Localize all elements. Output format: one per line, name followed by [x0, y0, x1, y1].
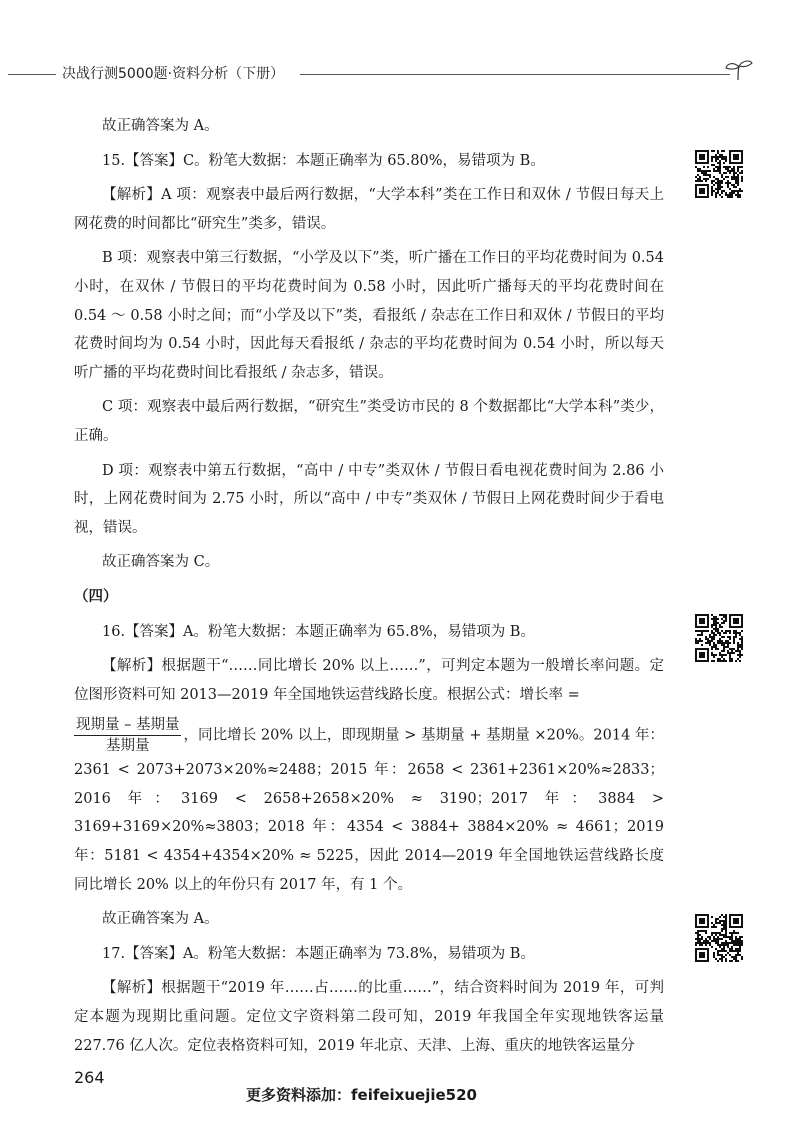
growth-rate-fraction [74, 715, 181, 756]
book-title: 决战行测5000题·资料分析（下册） [62, 66, 285, 82]
header-rule-right [300, 74, 730, 75]
fraction-denominator: 基期量 [105, 738, 150, 755]
sprout-icon [724, 58, 754, 82]
footer-note: 更多资料添加：feifeixuejie520 [246, 1086, 477, 1104]
analysis-paragraph: 【解析】根据题干“2019 年……占……的比重……”，结合资料时间为 2019 年，可判定本题为现期比重问题。定位文字资料第二段可知，2019 年我国全年实现地铁客运量 227.76 亿人次。定位表格资料可知，2019 年北京、天津、上海、重庆的地铁客运量分 [74, 980, 664, 1054]
qr-code-icon[interactable] [693, 912, 745, 964]
answer-line-q16: 16.【答案】A。粉笔大数据：本题正确率为 65.8%，易错项为 B。 [102, 623, 535, 640]
section-heading: （四） [74, 587, 118, 605]
analysis-option-b: B 项：观察表中第三行数据，“小学及以下”类，听广播在工作日的平均花费时间为 0.54 小时，在双休 / 节假日的平均花费时间为 0.58 小时，因此听广播每天的平均花费时间在 0.54 ～ 0.58 小时之间；而“小学及以下”类，看报纸 / 杂志在工作日和双休 / 节假日的平均花费时间均为 0.54 小时，因此每天看报纸 / 杂志的平均花费时间为 0.54 小时，所以每天听广播的平均花费时间比看报纸 / 杂志多，错误。 [74, 250, 664, 381]
paragraph: 故正确答案为 A。 [102, 118, 219, 134]
analysis-option-c: C 项：观察表中最后两行数据，“研究生”类受访市民的 8 个数据都比“大学本科”类少，正确。 [74, 399, 664, 444]
fraction-numerator: 现期量 – 基期量 [74, 715, 181, 736]
formula-paragraph [74, 715, 664, 899]
qr-code-icon[interactable] [693, 148, 745, 200]
conclusion-line: 故正确答案为 C。 [102, 554, 220, 571]
running-header [0, 60, 800, 90]
header-rule-left [8, 74, 56, 75]
analysis-option-d: D 项：观察表中第五行数据，“高中 / 中专”类双休 / 节假日看电视花费时间为 2.86 小时，上网花费时间为 2.75 小时，所以“高中 / 中专”类双休 / 节假日上网花费时间少于看电视，错误。 [74, 462, 664, 536]
conclusion-line: 故正确答案为 A。 [102, 911, 219, 928]
answer-explanations [74, 112, 664, 1060]
analysis-paragraph: 【解析】根据题干“……同比增长 20% 以上……”，可判定本题为一般增长率问题。定位图形资料可知 2013—2019 年全国地铁运营线路长度。根据公式：增长率 = [74, 658, 664, 703]
formula-text: ，同比增长 20% 以上，即现期量 > 基期量 + 基期量 ×20%。2014 年：2361 < 2073+2073×20%≈2488；2015 年：2658 < 2361+2361×20%≈2833；2016 年：3169 < 2658+2658×20% ≈ 3190；2017 年：3884 > 3169+3169×20%≈3803；2018 年：4354 < 3884+ 3884×20% ≈ 4661；2019 年：5181 < 4354+4354×20% ≈ 5225，因此 2014—2019 年全国地铁运营线路长度同比增长 20% 以上的年份只有 2017 年，有 1 个。 [74, 727, 664, 893]
analysis-paragraph: 【解析】A 项：观察表中最后两行数据，“大学本科”类在工作日和双休 / 节假日每天上网花费的时间都比“研究生”类多，错误。 [74, 187, 664, 232]
answer-line-q17: 17.【答案】A。粉笔大数据：本题正确率为 73.8%，易错项为 B。 [102, 945, 535, 962]
answer-line-q15: 15.【答案】C。粉笔大数据：本题正确率为 65.80%，易错项为 B。 [102, 152, 545, 169]
page-number: 264 [74, 1068, 105, 1087]
qr-code-icon[interactable] [693, 612, 745, 664]
